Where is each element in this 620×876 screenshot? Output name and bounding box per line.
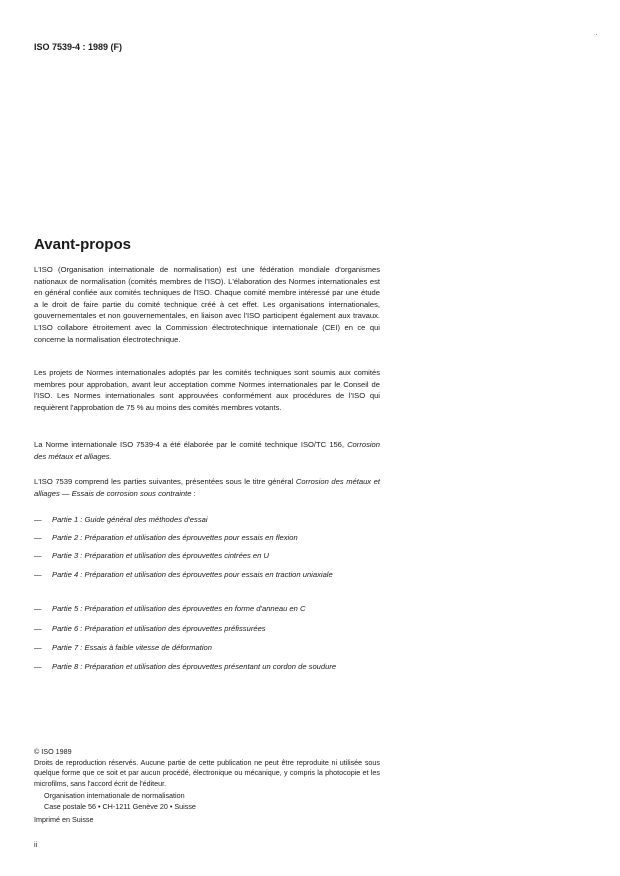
section-title: Avant-propos xyxy=(34,236,131,253)
paragraph-approval: Les projets de Normes internationales adoptés par les comités techniques sont soumis aux comités membres pour approbation, avant leur acceptation comme Normes internationales par le Conseil de l'ISO. Les Normes internationales sont approuvées conformément aux procédures de l'ISO qui requièrent l'approbation de 75 % au moins des comités membres votants. xyxy=(34,368,380,412)
publisher-name: Organisation internationale de normalisation xyxy=(44,791,185,801)
list-item: — Partie 7 : Essais à faible vitesse de déformation xyxy=(34,643,212,652)
rights-text: Droits de reproduction réservés. Aucune partie de cette publication ne peut être reproduite ni utilisée sous quelque forme que ce soit et par aucun procédé, électronique ou mécanique, y compris la photocopie et les microfilms, sans l'accord écrit de l'éditeur. xyxy=(34,757,380,788)
paragraph-tc156: La Norme internationale ISO 7539-4 a été élaborée par le comité technique ISO/TC 156, Corrosion des métaux et alliages. xyxy=(34,440,380,461)
copyright-line: © ISO 1989 xyxy=(34,747,72,756)
paragraph-parts-intro: L'ISO 7539 comprend les parties suivantes, présentées sous le titre général Corrosion des métaux et alliages — Essais de corrosion sous contrainte : xyxy=(34,477,380,498)
page-number: ii xyxy=(34,840,38,849)
copyright-notice xyxy=(34,747,380,825)
list-item: — Partie 1 : Guide général des méthodes d'essai xyxy=(34,515,208,524)
scan-speck xyxy=(596,34,597,35)
printed-in: Imprimé en Suisse xyxy=(34,814,94,824)
publisher-address: Case postale 56 • CH-1211 Genève 20 • Suisse xyxy=(44,801,196,811)
list-item: — Partie 8 : Préparation et utilisation des éprouvettes présentant un cordon de soudure xyxy=(34,662,337,671)
list-item: — Partie 3 : Préparation et utilisation des éprouvettes cintrées en U xyxy=(34,551,269,560)
list-item: — Partie 6 : Préparation et utilisation des éprouvettes préfissurées xyxy=(34,624,266,633)
list-item: — Partie 5 : Préparation et utilisation des éprouvettes en forme d'anneau en C xyxy=(34,604,306,613)
document-header: ISO 7539-4 : 1989 (F) xyxy=(34,42,123,52)
list-item: — Partie 2 : Préparation et utilisation des éprouvettes pour essais en flexion xyxy=(34,533,298,542)
paragraph-iso-intro: L'ISO (Organisation internationale de normalisation) est une fédération mondiale d'organismes nationaux de normalisation (comités membres de l'ISO). L'élaboration des Normes internationales est en général confiée aux comités techniques de l'ISO. Chaque comité membre intéressé par une étude a le droit de faire partie du comité technique créé à cet effet. Les organisations internationales, gouvernementales et non gouvernementales, en liaison avec l'ISO participent également aux travaux. L'ISO collabore étroitement avec la Commission électrotechnique internationale (CEI) en ce qui concerne la normalisation électrotechnique. xyxy=(34,265,380,344)
list-item: — Partie 4 : Préparation et utilisation des éprouvettes pour essais en traction uniaxiale xyxy=(34,570,333,579)
